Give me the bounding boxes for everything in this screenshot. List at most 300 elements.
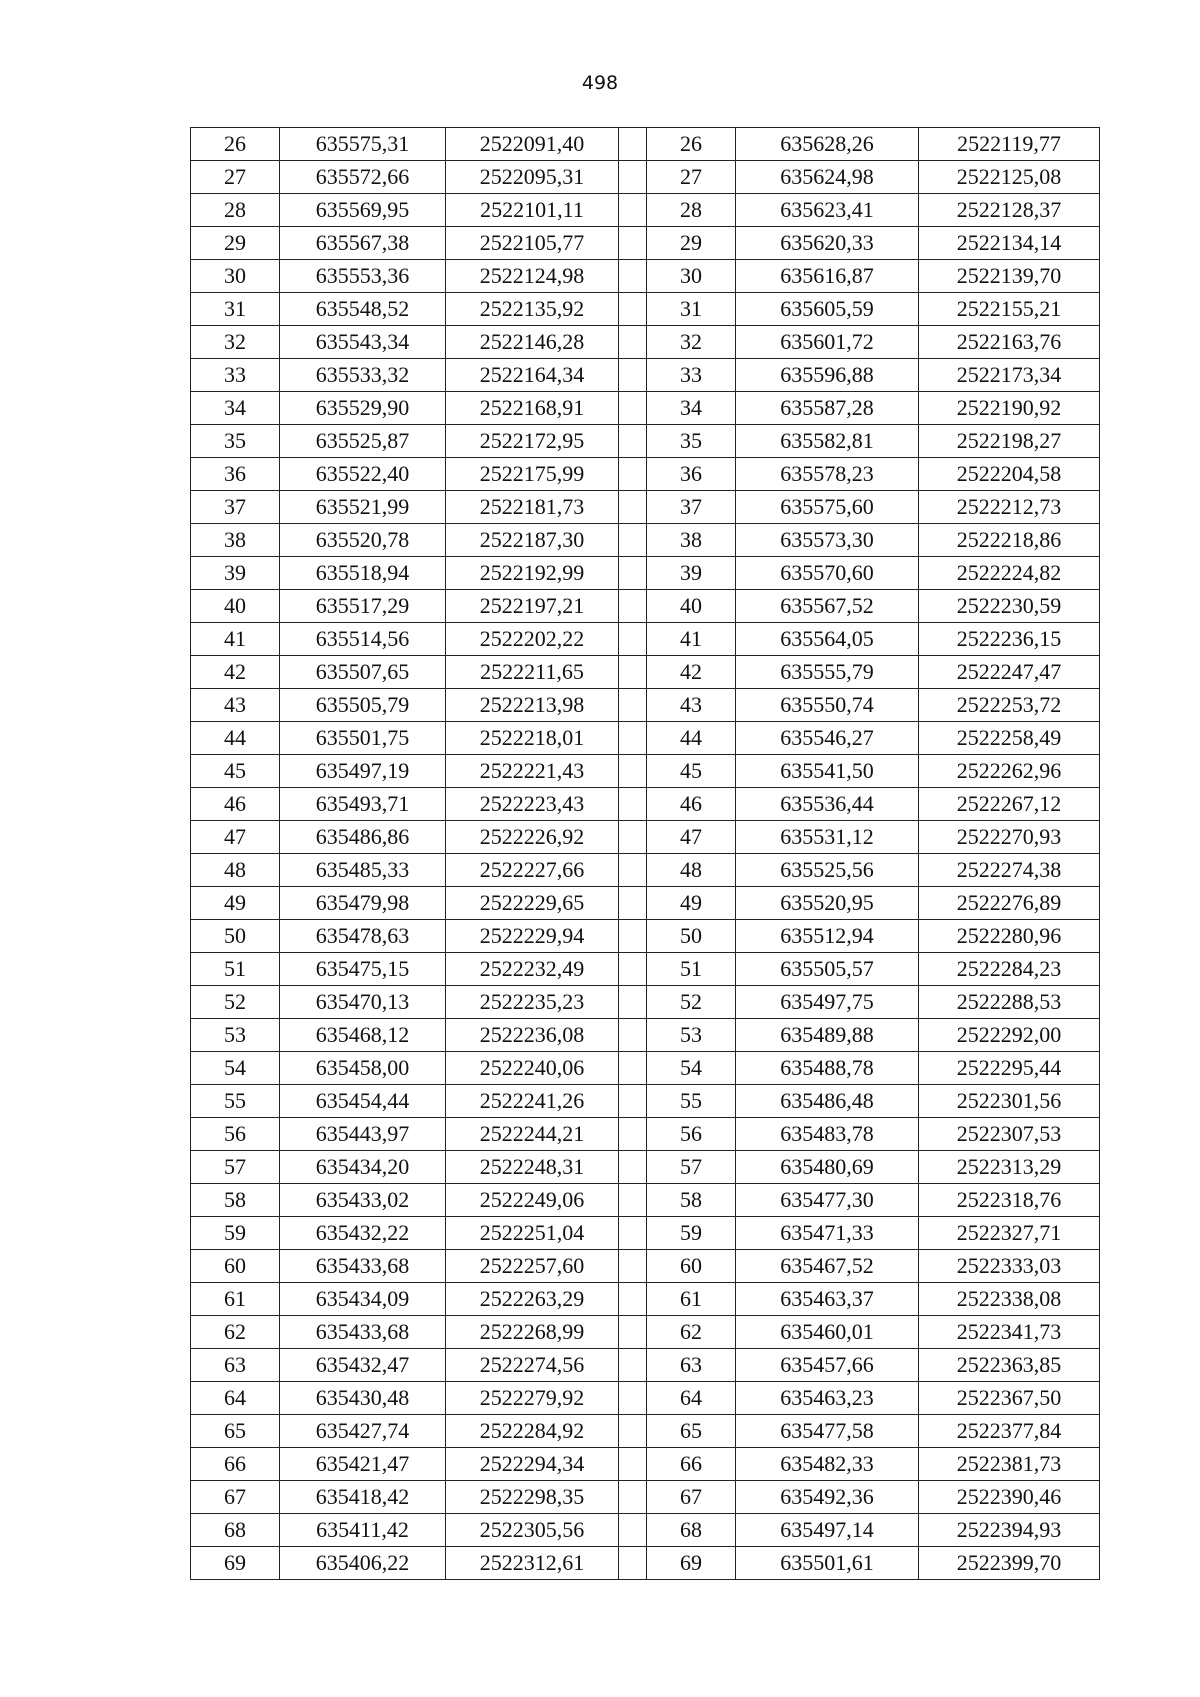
left-x-coordinate-cell: 635479,98 [280, 887, 446, 920]
right-y-coordinate-cell: 2522313,29 [919, 1151, 1100, 1184]
left-point-number-cell: 42 [191, 656, 280, 689]
left-x-coordinate-cell: 635475,15 [280, 953, 446, 986]
left-point-number-cell: 40 [191, 590, 280, 623]
gap-cell [619, 557, 647, 590]
left-point-number-cell: 49 [191, 887, 280, 920]
gap-cell [619, 887, 647, 920]
table-row [191, 722, 1100, 755]
left-y-coordinate-cell: 2522305,56 [446, 1514, 619, 1547]
left-x-coordinate-cell: 635533,32 [280, 359, 446, 392]
right-x-coordinate-cell: 635520,95 [736, 887, 919, 920]
table-row [191, 920, 1100, 953]
right-point-number-cell: 48 [647, 854, 736, 887]
right-y-coordinate-cell: 2522247,47 [919, 656, 1100, 689]
right-x-coordinate-cell: 635578,23 [736, 458, 919, 491]
right-point-number-cell: 26 [647, 128, 736, 161]
left-y-coordinate-cell: 2522226,92 [446, 821, 619, 854]
right-y-coordinate-cell: 2522338,08 [919, 1283, 1100, 1316]
left-x-coordinate-cell: 635406,22 [280, 1547, 446, 1580]
left-x-coordinate-cell: 635454,44 [280, 1085, 446, 1118]
left-point-number-cell: 52 [191, 986, 280, 1019]
right-point-number-cell: 56 [647, 1118, 736, 1151]
left-point-number-cell: 56 [191, 1118, 280, 1151]
table-row [191, 1481, 1100, 1514]
table-row [191, 821, 1100, 854]
table-row [191, 788, 1100, 821]
gap-cell [619, 1085, 647, 1118]
gap-cell [619, 161, 647, 194]
right-x-coordinate-cell: 635471,33 [736, 1217, 919, 1250]
left-y-coordinate-cell: 2522263,29 [446, 1283, 619, 1316]
left-x-coordinate-cell: 635575,31 [280, 128, 446, 161]
right-x-coordinate-cell: 635483,78 [736, 1118, 919, 1151]
right-x-coordinate-cell: 635512,94 [736, 920, 919, 953]
right-y-coordinate-cell: 2522381,73 [919, 1448, 1100, 1481]
right-x-coordinate-cell: 635525,56 [736, 854, 919, 887]
right-y-coordinate-cell: 2522139,70 [919, 260, 1100, 293]
left-x-coordinate-cell: 635478,63 [280, 920, 446, 953]
gap-cell [619, 689, 647, 722]
table-row [191, 623, 1100, 656]
left-point-number-cell: 58 [191, 1184, 280, 1217]
left-point-number-cell: 28 [191, 194, 280, 227]
right-x-coordinate-cell: 635601,72 [736, 326, 919, 359]
gap-cell [619, 1316, 647, 1349]
gap-cell [619, 623, 647, 656]
table-row [191, 425, 1100, 458]
left-y-coordinate-cell: 2522240,06 [446, 1052, 619, 1085]
left-point-number-cell: 61 [191, 1283, 280, 1316]
right-x-coordinate-cell: 635616,87 [736, 260, 919, 293]
gap-cell [619, 458, 647, 491]
left-y-coordinate-cell: 2522232,49 [446, 953, 619, 986]
right-y-coordinate-cell: 2522230,59 [919, 590, 1100, 623]
left-x-coordinate-cell: 635493,71 [280, 788, 446, 821]
left-x-coordinate-cell: 635421,47 [280, 1448, 446, 1481]
left-point-number-cell: 34 [191, 392, 280, 425]
left-x-coordinate-cell: 635432,22 [280, 1217, 446, 1250]
right-point-number-cell: 39 [647, 557, 736, 590]
left-y-coordinate-cell: 2522257,60 [446, 1250, 619, 1283]
right-x-coordinate-cell: 635477,58 [736, 1415, 919, 1448]
gap-cell [619, 1151, 647, 1184]
left-point-number-cell: 45 [191, 755, 280, 788]
left-y-coordinate-cell: 2522172,95 [446, 425, 619, 458]
right-x-coordinate-cell: 635457,66 [736, 1349, 919, 1382]
table-row [191, 392, 1100, 425]
left-x-coordinate-cell: 635434,20 [280, 1151, 446, 1184]
gap-cell [619, 491, 647, 524]
left-x-coordinate-cell: 635569,95 [280, 194, 446, 227]
gap-cell [619, 1382, 647, 1415]
left-y-coordinate-cell: 2522124,98 [446, 260, 619, 293]
left-y-coordinate-cell: 2522175,99 [446, 458, 619, 491]
left-point-number-cell: 38 [191, 524, 280, 557]
right-y-coordinate-cell: 2522307,53 [919, 1118, 1100, 1151]
left-point-number-cell: 46 [191, 788, 280, 821]
right-x-coordinate-cell: 635501,61 [736, 1547, 919, 1580]
right-point-number-cell: 55 [647, 1085, 736, 1118]
left-y-coordinate-cell: 2522181,73 [446, 491, 619, 524]
right-y-coordinate-cell: 2522204,58 [919, 458, 1100, 491]
right-x-coordinate-cell: 635480,69 [736, 1151, 919, 1184]
left-y-coordinate-cell: 2522146,28 [446, 326, 619, 359]
left-point-number-cell: 54 [191, 1052, 280, 1085]
left-point-number-cell: 55 [191, 1085, 280, 1118]
gap-cell [619, 260, 647, 293]
right-y-coordinate-cell: 2522258,49 [919, 722, 1100, 755]
right-y-coordinate-cell: 2522318,76 [919, 1184, 1100, 1217]
right-y-coordinate-cell: 2522190,92 [919, 392, 1100, 425]
gap-cell [619, 590, 647, 623]
right-x-coordinate-cell: 635620,33 [736, 227, 919, 260]
right-point-number-cell: 34 [647, 392, 736, 425]
left-x-coordinate-cell: 635518,94 [280, 557, 446, 590]
right-point-number-cell: 65 [647, 1415, 736, 1448]
left-x-coordinate-cell: 635497,19 [280, 755, 446, 788]
right-point-number-cell: 41 [647, 623, 736, 656]
left-y-coordinate-cell: 2522236,08 [446, 1019, 619, 1052]
table-row [191, 293, 1100, 326]
left-y-coordinate-cell: 2522091,40 [446, 128, 619, 161]
left-x-coordinate-cell: 635572,66 [280, 161, 446, 194]
gap-cell [619, 854, 647, 887]
table-row [191, 227, 1100, 260]
left-y-coordinate-cell: 2522251,04 [446, 1217, 619, 1250]
left-x-coordinate-cell: 635443,97 [280, 1118, 446, 1151]
left-point-number-cell: 41 [191, 623, 280, 656]
left-y-coordinate-cell: 2522197,21 [446, 590, 619, 623]
table-row [191, 689, 1100, 722]
coordinates-table [190, 127, 1100, 1580]
right-point-number-cell: 53 [647, 1019, 736, 1052]
left-y-coordinate-cell: 2522268,99 [446, 1316, 619, 1349]
left-y-coordinate-cell: 2522248,31 [446, 1151, 619, 1184]
left-y-coordinate-cell: 2522101,11 [446, 194, 619, 227]
left-point-number-cell: 33 [191, 359, 280, 392]
gap-cell [619, 1184, 647, 1217]
left-y-coordinate-cell: 2522221,43 [446, 755, 619, 788]
right-x-coordinate-cell: 635467,52 [736, 1250, 919, 1283]
right-y-coordinate-cell: 2522327,71 [919, 1217, 1100, 1250]
left-x-coordinate-cell: 635458,00 [280, 1052, 446, 1085]
right-x-coordinate-cell: 635460,01 [736, 1316, 919, 1349]
right-point-number-cell: 32 [647, 326, 736, 359]
left-x-coordinate-cell: 635468,12 [280, 1019, 446, 1052]
table-row [191, 194, 1100, 227]
left-y-coordinate-cell: 2522241,26 [446, 1085, 619, 1118]
left-point-number-cell: 69 [191, 1547, 280, 1580]
right-point-number-cell: 54 [647, 1052, 736, 1085]
right-y-coordinate-cell: 2522173,34 [919, 359, 1100, 392]
table-row [191, 1019, 1100, 1052]
gap-cell [619, 194, 647, 227]
right-x-coordinate-cell: 635605,59 [736, 293, 919, 326]
right-point-number-cell: 51 [647, 953, 736, 986]
left-x-coordinate-cell: 635514,56 [280, 623, 446, 656]
left-point-number-cell: 43 [191, 689, 280, 722]
right-y-coordinate-cell: 2522399,70 [919, 1547, 1100, 1580]
left-x-coordinate-cell: 635470,13 [280, 986, 446, 1019]
right-y-coordinate-cell: 2522236,15 [919, 623, 1100, 656]
left-point-number-cell: 31 [191, 293, 280, 326]
right-y-coordinate-cell: 2522292,00 [919, 1019, 1100, 1052]
gap-cell [619, 1250, 647, 1283]
left-x-coordinate-cell: 635522,40 [280, 458, 446, 491]
right-point-number-cell: 30 [647, 260, 736, 293]
left-x-coordinate-cell: 635433,02 [280, 1184, 446, 1217]
left-y-coordinate-cell: 2522284,92 [446, 1415, 619, 1448]
left-x-coordinate-cell: 635430,48 [280, 1382, 446, 1415]
table-row [191, 1382, 1100, 1415]
left-point-number-cell: 29 [191, 227, 280, 260]
gap-cell [619, 128, 647, 161]
left-x-coordinate-cell: 635485,33 [280, 854, 446, 887]
gap-cell [619, 1415, 647, 1448]
right-point-number-cell: 49 [647, 887, 736, 920]
gap-cell [619, 1118, 647, 1151]
left-y-coordinate-cell: 2522294,34 [446, 1448, 619, 1481]
right-point-number-cell: 28 [647, 194, 736, 227]
left-point-number-cell: 26 [191, 128, 280, 161]
gap-cell [619, 359, 647, 392]
gap-cell [619, 1547, 647, 1580]
left-x-coordinate-cell: 635543,34 [280, 326, 446, 359]
table-row [191, 161, 1100, 194]
left-y-coordinate-cell: 2522279,92 [446, 1382, 619, 1415]
left-point-number-cell: 37 [191, 491, 280, 524]
left-x-coordinate-cell: 635433,68 [280, 1316, 446, 1349]
right-y-coordinate-cell: 2522288,53 [919, 986, 1100, 1019]
right-point-number-cell: 58 [647, 1184, 736, 1217]
table-row [191, 590, 1100, 623]
gap-cell [619, 524, 647, 557]
left-x-coordinate-cell: 635411,42 [280, 1514, 446, 1547]
left-y-coordinate-cell: 2522223,43 [446, 788, 619, 821]
right-y-coordinate-cell: 2522267,12 [919, 788, 1100, 821]
left-x-coordinate-cell: 635505,79 [280, 689, 446, 722]
table-row [191, 1118, 1100, 1151]
gap-cell [619, 293, 647, 326]
right-point-number-cell: 67 [647, 1481, 736, 1514]
left-point-number-cell: 47 [191, 821, 280, 854]
right-point-number-cell: 62 [647, 1316, 736, 1349]
gap-cell [619, 953, 647, 986]
right-x-coordinate-cell: 635570,60 [736, 557, 919, 590]
right-y-coordinate-cell: 2522128,37 [919, 194, 1100, 227]
left-y-coordinate-cell: 2522095,31 [446, 161, 619, 194]
right-y-coordinate-cell: 2522253,72 [919, 689, 1100, 722]
left-point-number-cell: 39 [191, 557, 280, 590]
right-point-number-cell: 60 [647, 1250, 736, 1283]
table-row [191, 1283, 1100, 1316]
left-point-number-cell: 53 [191, 1019, 280, 1052]
right-y-coordinate-cell: 2522125,08 [919, 161, 1100, 194]
left-x-coordinate-cell: 635548,52 [280, 293, 446, 326]
right-y-coordinate-cell: 2522276,89 [919, 887, 1100, 920]
table-row [191, 1151, 1100, 1184]
right-x-coordinate-cell: 635488,78 [736, 1052, 919, 1085]
table-row [191, 260, 1100, 293]
gap-cell [619, 788, 647, 821]
right-point-number-cell: 44 [647, 722, 736, 755]
table-row [191, 1250, 1100, 1283]
right-point-number-cell: 61 [647, 1283, 736, 1316]
gap-cell [619, 1217, 647, 1250]
left-x-coordinate-cell: 635521,99 [280, 491, 446, 524]
left-point-number-cell: 63 [191, 1349, 280, 1382]
left-point-number-cell: 59 [191, 1217, 280, 1250]
gap-cell [619, 425, 647, 458]
left-x-coordinate-cell: 635553,36 [280, 260, 446, 293]
left-x-coordinate-cell: 635520,78 [280, 524, 446, 557]
right-point-number-cell: 68 [647, 1514, 736, 1547]
table-row [191, 128, 1100, 161]
table-row [191, 491, 1100, 524]
left-x-coordinate-cell: 635432,47 [280, 1349, 446, 1382]
right-point-number-cell: 29 [647, 227, 736, 260]
left-y-coordinate-cell: 2522187,30 [446, 524, 619, 557]
right-x-coordinate-cell: 635623,41 [736, 194, 919, 227]
table-row [191, 1514, 1100, 1547]
left-y-coordinate-cell: 2522298,35 [446, 1481, 619, 1514]
right-point-number-cell: 27 [647, 161, 736, 194]
left-y-coordinate-cell: 2522244,21 [446, 1118, 619, 1151]
left-x-coordinate-cell: 635567,38 [280, 227, 446, 260]
left-point-number-cell: 67 [191, 1481, 280, 1514]
left-y-coordinate-cell: 2522164,34 [446, 359, 619, 392]
right-point-number-cell: 69 [647, 1547, 736, 1580]
gap-cell [619, 986, 647, 1019]
left-point-number-cell: 36 [191, 458, 280, 491]
table-row [191, 1085, 1100, 1118]
coordinates-table-body [191, 128, 1100, 1580]
left-y-coordinate-cell: 2522211,65 [446, 656, 619, 689]
table-row [191, 359, 1100, 392]
right-point-number-cell: 52 [647, 986, 736, 1019]
right-y-coordinate-cell: 2522155,21 [919, 293, 1100, 326]
right-y-coordinate-cell: 2522390,46 [919, 1481, 1100, 1514]
right-point-number-cell: 63 [647, 1349, 736, 1382]
right-y-coordinate-cell: 2522367,50 [919, 1382, 1100, 1415]
left-point-number-cell: 48 [191, 854, 280, 887]
right-x-coordinate-cell: 635492,36 [736, 1481, 919, 1514]
left-y-coordinate-cell: 2522135,92 [446, 293, 619, 326]
right-x-coordinate-cell: 635541,50 [736, 755, 919, 788]
gap-cell [619, 1448, 647, 1481]
right-x-coordinate-cell: 635550,74 [736, 689, 919, 722]
gap-cell [619, 227, 647, 260]
left-point-number-cell: 64 [191, 1382, 280, 1415]
left-point-number-cell: 66 [191, 1448, 280, 1481]
left-y-coordinate-cell: 2522249,06 [446, 1184, 619, 1217]
left-point-number-cell: 51 [191, 953, 280, 986]
left-x-coordinate-cell: 635418,42 [280, 1481, 446, 1514]
table-row [191, 887, 1100, 920]
right-y-coordinate-cell: 2522119,77 [919, 128, 1100, 161]
table-row [191, 557, 1100, 590]
left-point-number-cell: 44 [191, 722, 280, 755]
left-y-coordinate-cell: 2522105,77 [446, 227, 619, 260]
left-y-coordinate-cell: 2522235,23 [446, 986, 619, 1019]
right-x-coordinate-cell: 635573,30 [736, 524, 919, 557]
right-y-coordinate-cell: 2522163,76 [919, 326, 1100, 359]
table-row [191, 326, 1100, 359]
left-y-coordinate-cell: 2522312,61 [446, 1547, 619, 1580]
gap-cell [619, 1349, 647, 1382]
left-y-coordinate-cell: 2522229,94 [446, 920, 619, 953]
left-point-number-cell: 50 [191, 920, 280, 953]
right-x-coordinate-cell: 635536,44 [736, 788, 919, 821]
right-y-coordinate-cell: 2522262,96 [919, 755, 1100, 788]
left-x-coordinate-cell: 635433,68 [280, 1250, 446, 1283]
right-x-coordinate-cell: 635463,37 [736, 1283, 919, 1316]
table-row [191, 986, 1100, 1019]
table-row [191, 1316, 1100, 1349]
left-x-coordinate-cell: 635529,90 [280, 392, 446, 425]
right-y-coordinate-cell: 2522284,23 [919, 953, 1100, 986]
right-point-number-cell: 66 [647, 1448, 736, 1481]
gap-cell [619, 326, 647, 359]
left-y-coordinate-cell: 2522229,65 [446, 887, 619, 920]
right-point-number-cell: 36 [647, 458, 736, 491]
right-point-number-cell: 31 [647, 293, 736, 326]
left-x-coordinate-cell: 635427,74 [280, 1415, 446, 1448]
left-point-number-cell: 30 [191, 260, 280, 293]
right-point-number-cell: 57 [647, 1151, 736, 1184]
left-point-number-cell: 68 [191, 1514, 280, 1547]
table-row [191, 458, 1100, 491]
right-x-coordinate-cell: 635628,26 [736, 128, 919, 161]
left-x-coordinate-cell: 635501,75 [280, 722, 446, 755]
table-row [191, 1415, 1100, 1448]
left-point-number-cell: 35 [191, 425, 280, 458]
right-x-coordinate-cell: 635555,79 [736, 656, 919, 689]
left-point-number-cell: 32 [191, 326, 280, 359]
left-y-coordinate-cell: 2522218,01 [446, 722, 619, 755]
left-point-number-cell: 62 [191, 1316, 280, 1349]
table-row [191, 953, 1100, 986]
right-x-coordinate-cell: 635477,30 [736, 1184, 919, 1217]
right-point-number-cell: 35 [647, 425, 736, 458]
gap-cell [619, 722, 647, 755]
left-x-coordinate-cell: 635507,65 [280, 656, 446, 689]
gap-cell [619, 392, 647, 425]
right-point-number-cell: 50 [647, 920, 736, 953]
left-y-coordinate-cell: 2522202,22 [446, 623, 619, 656]
left-point-number-cell: 57 [191, 1151, 280, 1184]
right-x-coordinate-cell: 635497,75 [736, 986, 919, 1019]
right-point-number-cell: 59 [647, 1217, 736, 1250]
right-x-coordinate-cell: 635582,81 [736, 425, 919, 458]
table-row [191, 1448, 1100, 1481]
right-y-coordinate-cell: 2522333,03 [919, 1250, 1100, 1283]
right-y-coordinate-cell: 2522280,96 [919, 920, 1100, 953]
gap-cell [619, 755, 647, 788]
left-y-coordinate-cell: 2522213,98 [446, 689, 619, 722]
right-x-coordinate-cell: 635596,88 [736, 359, 919, 392]
right-y-coordinate-cell: 2522301,56 [919, 1085, 1100, 1118]
right-x-coordinate-cell: 635505,57 [736, 953, 919, 986]
left-y-coordinate-cell: 2522168,91 [446, 392, 619, 425]
right-point-number-cell: 46 [647, 788, 736, 821]
table-row [191, 854, 1100, 887]
gap-cell [619, 656, 647, 689]
right-point-number-cell: 40 [647, 590, 736, 623]
table-row [191, 1547, 1100, 1580]
right-x-coordinate-cell: 635575,60 [736, 491, 919, 524]
right-x-coordinate-cell: 635531,12 [736, 821, 919, 854]
